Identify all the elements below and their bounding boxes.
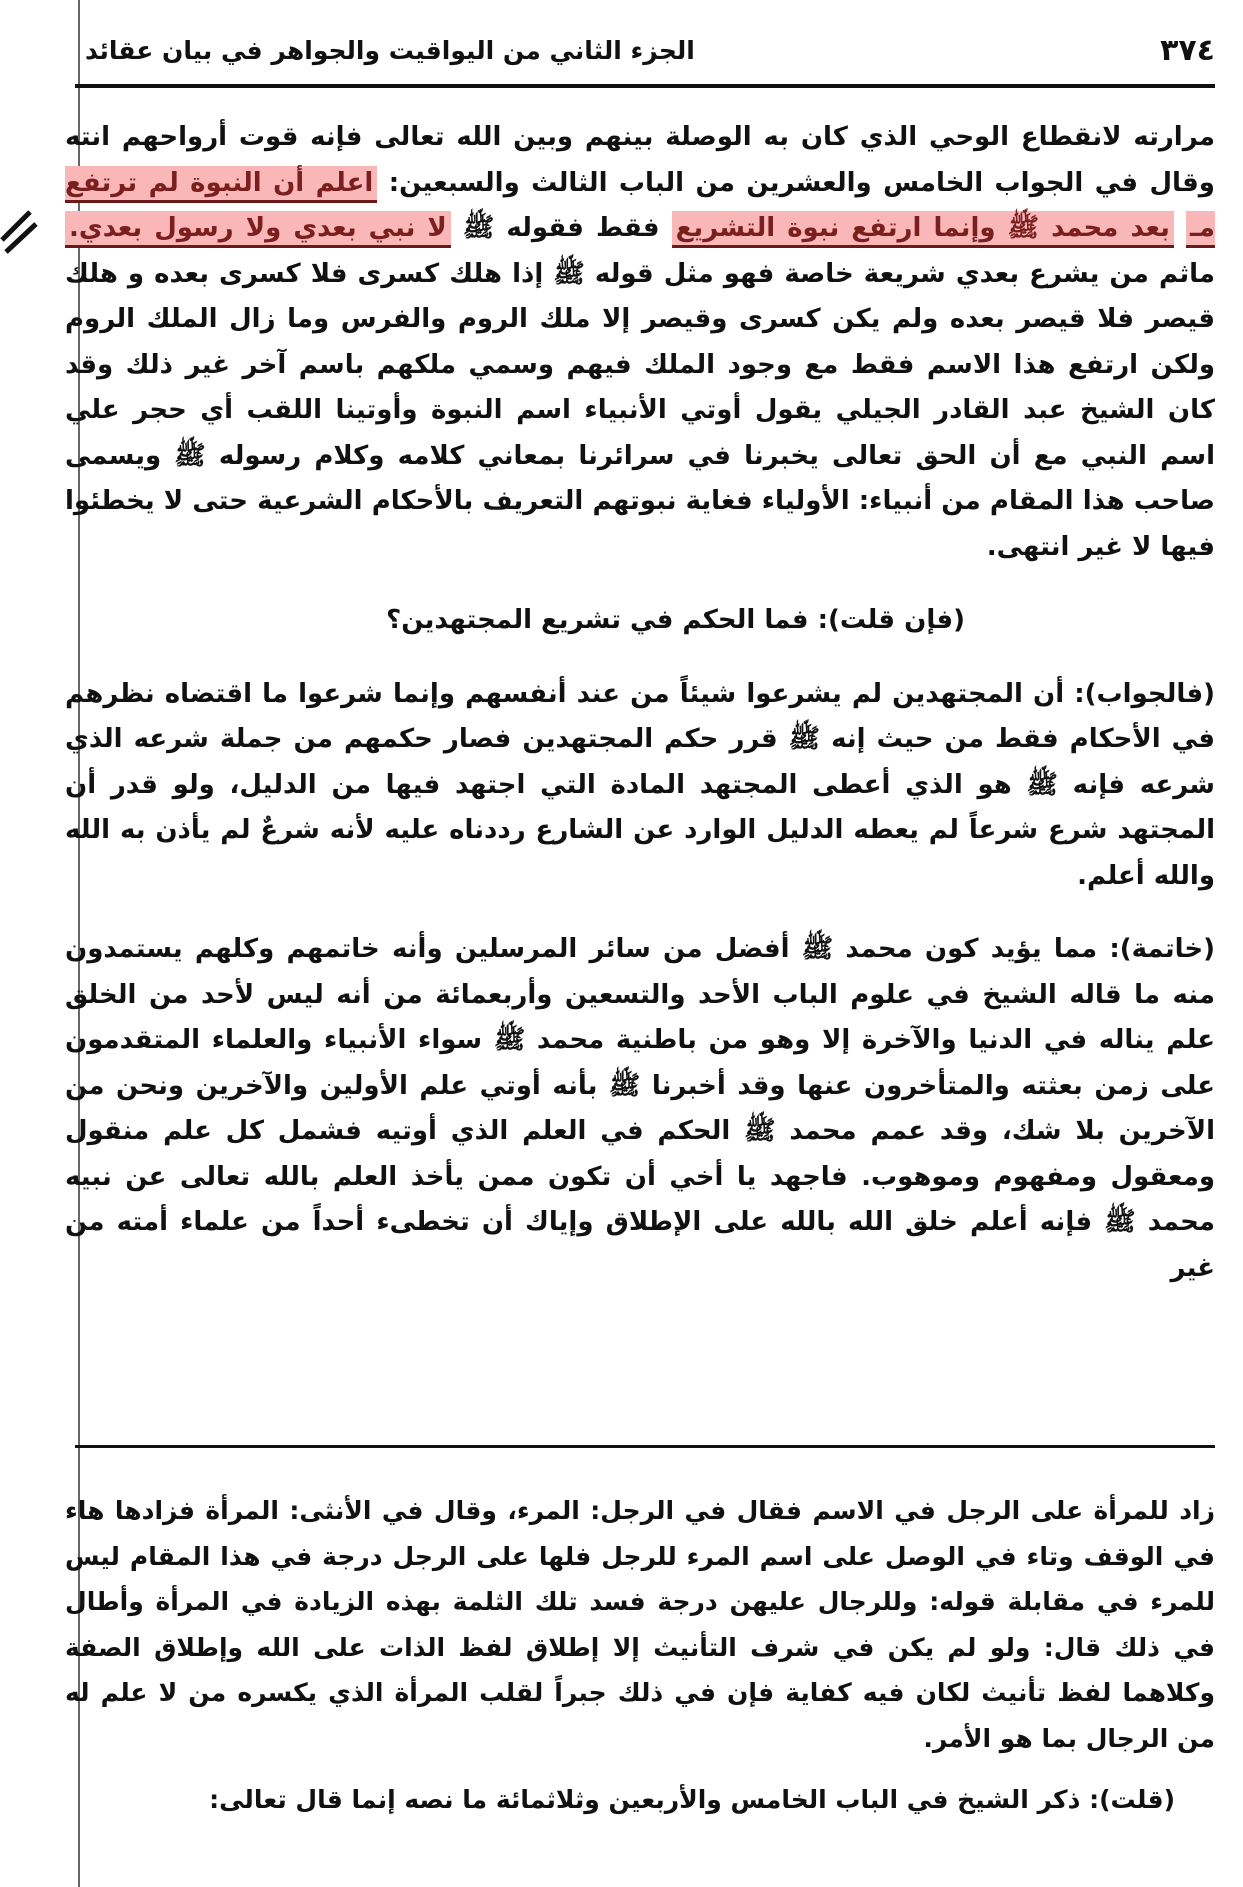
- book-page: [65, 0, 1215, 1887]
- highlighted-quote: بعد محمد ﷺ وإنما ارتفع نبوة التشريع: [672, 211, 1174, 248]
- running-title: الجزء الثاني من اليواقيت والجواهر في بيان عقائد: [85, 35, 695, 65]
- main-text: [65, 115, 1215, 1291]
- highlighted-hadith: لا نبي بعدي ولا رسول بعدي.: [65, 211, 451, 248]
- question-paragraph: (فإن قلت): فما الحكم في تشريع المجتهدين؟: [386, 605, 965, 635]
- highlighted-quote: اعلم أن النبوة لم ترتفع مـ: [65, 166, 1215, 249]
- text-line-1: مرارته لانقطاع الوحي الذي كان به الوصلة بينهم وبين الله تعالى فإنه قوت أرواحهم انته: [65, 122, 1215, 152]
- answer-paragraph: (فالجواب): أن المجتهدين لم يشرعوا شيئاً من عند أنفسهم وإنما شرعوا ما اقتضاه نظرهم في الأحكام فقط من حيث إنه ﷺ قرر حكم المجتهدين فصار حكمهم من جملة شرعه الذي شرعه فإنه ﷺ هو الذي أعطى المجتهد المادة التي اجتهد فيها من الدليل، ولو قدر أن المجتهد شرع شرعاً لم يعطه الدليل الوارد عن الشارع رددناه عليه لأنه شرعٌ لم يأذن به الله والله أعلم.: [65, 678, 1215, 891]
- closing-paragraph: (قلت): ذكر الشيخ في الباب الخامس والأربعين وثلاثمائة ما نصه إنما قال تعالى:: [209, 1785, 1175, 1814]
- footnote-rule: [75, 1445, 1215, 1448]
- footnote-paragraph: زاد للمرأة على الرجل في الاسم فقال في الرجل: المرء، وقال في الأنثى: المرأة فزادها هاء في الوقف وتاء في الوصل على اسم المرء للرجل فلها على الرجل درجة في هذا المقام ليس للمرء في مقابلة قوله: وللرجال عليهن درجة فسد تلك الثلمة بهذه الزيادة في المرأة وأطال في ذلك قال: ولو لم يكن في شرف التأنيث إلا إطلاق لفظ الذات على الله وإطلاق الصفة وكلاهما لفظ تأنيث لكان فيه كفاية فإن في ذلك جبراً لقلب المرأة الذي يكسره من لا علم له من الرجال بما هو الأمر.: [65, 1496, 1215, 1753]
- conclusion-paragraph: (خاتمة): مما يؤيد كون محمد ﷺ أفضل من سائر المرسلين وأنه خاتمهم وكلهم يستمدون منه ما قاله الشيخ في علوم الباب الأحد والتسعين وأربعمائة من أنه ليس لأحد من الخلق علم يناله في الدنيا والآخرة إلا وهو من باطنية محمد ﷺ سواء الأنبياء والعلماء المتقدمون على زمن بعثته والمتأخرون عنها وقد أخبرنا ﷺ بأنه أوتي علم الأولين والآخرين ونحن من الآخرين بلا شك، وقد عمم محمد ﷺ الحكم في العلم الذي أوتيه فشمل كل علم منقول ومعقول ومفهوم وموهوب. فاجهد يا أخي أن تكون ممن يأخذ العلم بالله تعالى عن نبيه محمد ﷺ فإنه أعلم خلق الله بالله على الإطلاق وإياك أن تخطىء أحداً من علماء أمته من غير: [65, 934, 1215, 1283]
- text-segment: وقال في الجواب الخامس والعشرين من الباب الثالث والسبعين:: [388, 167, 1215, 198]
- paragraph-text: ماثم من يشرع بعدي شريعة خاصة فهو مثل قوله ﷺ إذا هلك كسرى فلا كسرى بعده و هلك قيصر فلا قيصر بعده ولم يكن كسرى وقيصر إلا ملك الروم والفرس وما زال الملك الروم ولكن ارتفع هذا الاسم فقط مع وجود الملك فيهم وسمي ملكهم باسم آخر غير ذلك وقد كان الشيخ عبد القادر الجيلي يقول أوتي الأنبياء اسم النبوة وأوتينا اللقب أي حجر علي اسم النبي مع أن الحق تعالى يخبرنا في سرائرنا بمعاني كلامه وكلام رسوله ﷺ ويسمى صاحب هذا المقام من أنبياء: الأولياء فغاية نبوتهم التعريف بالأحكام الشرعية حتى لا يخطئوا فيها لا غير انتهى.: [65, 258, 1215, 562]
- margin-annotation-mark: [0, 200, 40, 260]
- page-number: ٣٧٤: [1160, 32, 1215, 68]
- running-header: [85, 30, 1215, 70]
- text-line: [65, 115, 1215, 570]
- text-segment: فقط فقوله ﷺ: [462, 213, 660, 243]
- footnote-text: [65, 1488, 1215, 1761]
- header-rule: [75, 84, 1215, 88]
